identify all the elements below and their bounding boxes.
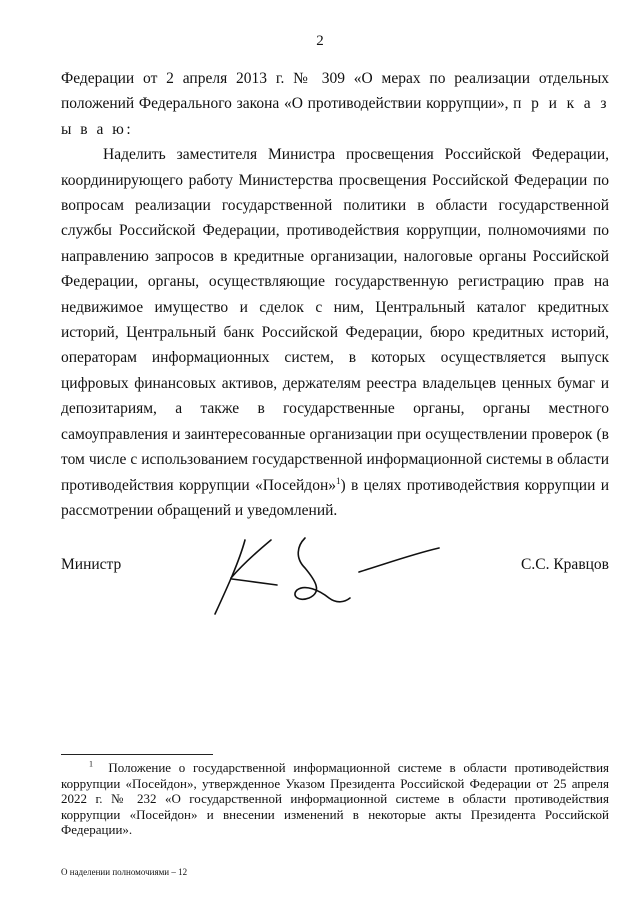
page-number: 2 <box>316 33 324 49</box>
handwritten-signature <box>205 528 445 624</box>
footnote-divider <box>61 754 213 755</box>
order-paragraph <box>61 142 609 523</box>
order-keyword: п р и к а з ы в а ю <box>61 95 609 138</box>
document-body <box>61 66 609 523</box>
intro-text: Федерации от 2 апреля 2013 г. № 309 «О мерах по реализации отдельных положений Федерального закона «О противодействии коррупции», <box>61 70 609 113</box>
intro-tail: : <box>126 120 131 138</box>
footnote-text: Положение о государственной информационной системе в области противодействия коррупции «Посейдон», утвержденное Указом Президента Российской Федерации от 25 апреля 2022 г. № 232 «О государственной информационной системе в области противодействия коррупции «Посейдон» и внесении изменений в некоторые акты Президента Российской Федерации». <box>61 760 610 838</box>
order-text-before: Наделить заместителя Министра просвещения Российской Федерации, координирующего работу Министерства просвещения Российской Федерации по вопросам реализации государственной политики в области государственной службы Российской Федерации, противодействия коррупции, полномочиями по направлению запросов в кредитные организации, налоговые органы Российской Федерации, органы, осуществляющие государственную регистрацию прав на недвижимое имущество и сделок с ним, Центральный каталог кредитных историй, Центральный банк Российской Федерации, бюро кредитных историй, операторам информационных систем, в которых осуществляется выпуск цифровых финансовых активов, держателям реестра владельцев ценных бумаг и депозитариям, а также в государственные органы, органы местного самоуправления и заинтересованные организации при осуществлении проверок (в том числе с использованием государственной информационной системы в области противодействия коррупции «Посейдон» <box>61 146 609 494</box>
footnote-number: 1 <box>89 759 93 769</box>
order-text-after: ) в целях противодействия коррупции и рассмотрении обращений и уведомлений. <box>61 476 609 519</box>
footnote-reference: 1 <box>336 475 341 486</box>
intro-paragraph <box>61 66 609 142</box>
footnote <box>61 760 609 838</box>
signatory-title: Министр <box>61 556 122 573</box>
document-footer-code: О наделении полномочиями – 12 <box>61 867 188 877</box>
signatory-name: С.С. Кравцов <box>521 556 609 573</box>
